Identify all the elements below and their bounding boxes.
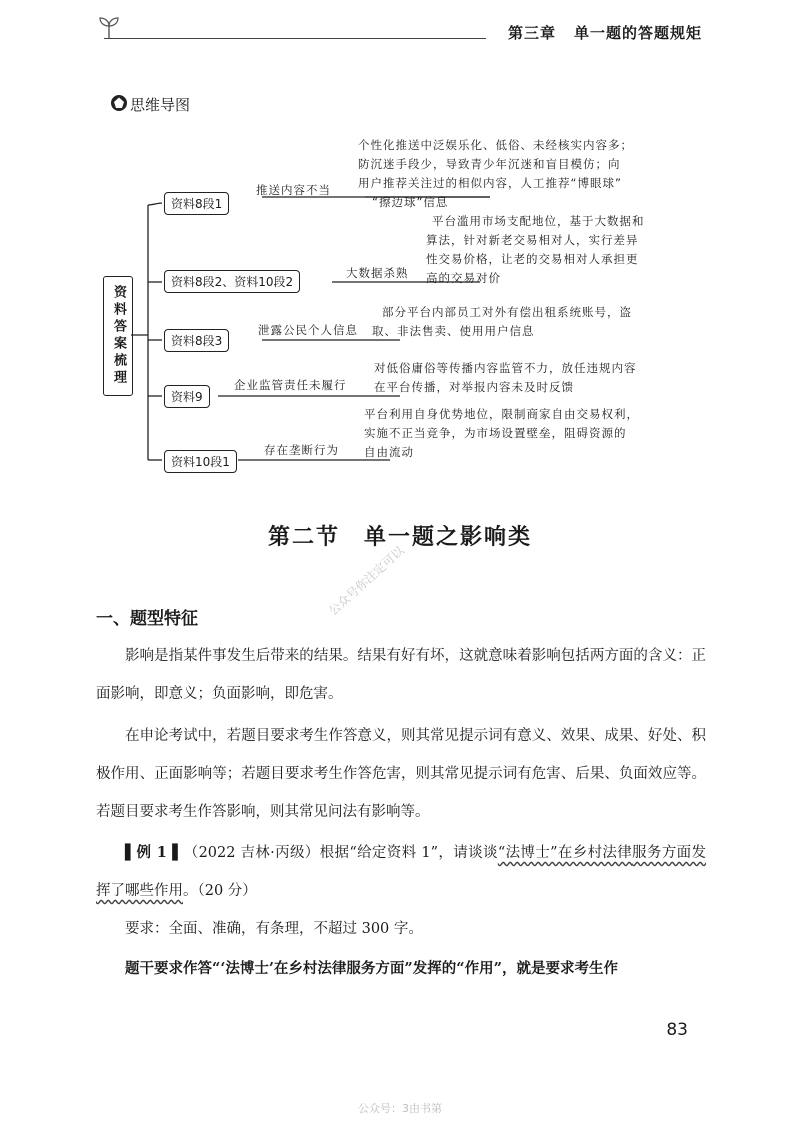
mindmap-label-5: 存在垄断行为	[264, 443, 339, 457]
watermark: 公众号你注定可以	[325, 543, 407, 619]
mindmap-box-1: 资料8段1	[164, 192, 229, 215]
example-paragraph	[96, 834, 706, 910]
example-quote: “法博士”在乡村法律	[497, 845, 633, 861]
detail-line: 实施不正当竞争，为市场设置壁垒，阻碍资源的	[364, 426, 627, 440]
paragraph-1: 影响是指某件事发生后带来的结果。结果有好有坏，这就意味着影响包括两方面的含义：正面影响，即意义；负面影响，即危害。	[96, 648, 706, 702]
example-tag-bracket: ▌	[166, 844, 184, 861]
paragraph-2: 在申论考试中，若题目要求考生作答意义，则其常见提示词有意义、效果、成果、好处、积极作用、正面影响等；若题目要求考生作答危害，则其常见提示词有危害、后果、负面效应等。若题目要求考生作答影响，则其常见问法有影响等。	[96, 728, 706, 820]
example-tail: 。（20 分）	[183, 883, 257, 899]
section-title: 第二节 单一题之影响类	[267, 525, 532, 550]
detail-line: 在平台传播，对举报内容未及时反馈	[374, 380, 574, 394]
mindmap-detail-4	[374, 359, 694, 397]
mindmap-detail-3	[372, 303, 692, 341]
paragraph-3: 题干要求作答“‘法博士’在乡村法律服务方面”发挥的“作用”，就是要求考生作	[125, 960, 618, 977]
detail-line: 平台利用自身优势地位，限制商家自由交易权利，	[364, 407, 639, 421]
mindmap-label-4: 企业监管责任未履行	[234, 378, 347, 392]
mindmap-root: 资料答案梳理	[103, 276, 133, 396]
page-number: 83	[666, 1020, 688, 1040]
section-label: 思维导图	[130, 96, 191, 114]
detail-line: 部分平台内部员工对外有偿出租系统账号，盗	[382, 305, 632, 319]
detail-line: 防沉迷手段少，导致青少年沉迷和盲目模仿；向	[358, 157, 621, 171]
detail-line: 对低俗庸俗等传播内容监管不力，放任违规内容	[374, 361, 637, 375]
mindmap-detail-5	[364, 405, 694, 462]
mindmap-detail-1	[358, 136, 708, 212]
mindmap-label-2: 大数据杀熟	[346, 266, 409, 280]
mindmap-label-1: 推送内容不当	[256, 183, 331, 197]
detail-line: 算法，针对新老交易相对人，实行差异	[426, 233, 639, 247]
mindmap-detail-2	[426, 212, 706, 288]
detail-line: 平台滥用市场支配地位，基于大数据和	[432, 214, 645, 228]
subsection-heading: 一、题型特征	[96, 609, 198, 629]
detail-line: 取、非法售卖、使用用户信息	[372, 324, 535, 338]
detail-line: 自由流动	[364, 445, 414, 459]
mindmap-box-2: 资料8段2、资料10段2	[164, 270, 300, 293]
chapter-title: 单一题的答题规矩	[573, 24, 702, 42]
chapter-number: 第三章	[507, 24, 556, 42]
example-tag: 例 1	[136, 844, 167, 861]
example-source: （2022 吉林·丙级）根据“给定资料 1”，请谈谈	[183, 845, 498, 861]
mindmap-box-4: 资料9	[164, 385, 210, 408]
example-underlined: 服务方面发挥了哪些作用	[96, 845, 707, 899]
detail-line: 用户推荐关注过的相似内容，人工推荐“博眼球”	[358, 176, 622, 190]
detail-line: “擦边球”信息	[372, 195, 449, 209]
detail-line: 个性化推送中泛娱乐化、低俗、未经核实内容多；	[358, 138, 633, 152]
mindmap-box-3: 资料8段3	[164, 329, 229, 352]
detail-line: 高的交易对价	[426, 271, 501, 285]
mindmap-label-3: 泄露公民个人信息	[258, 323, 358, 337]
footer-watermark: 公众号：3由书第	[358, 1102, 442, 1115]
mindmap-box-5: 资料10段1	[164, 450, 237, 473]
example-tag-bracket: ▌	[125, 844, 137, 861]
detail-line: 性交易价格，让老的交易相对人承担更	[426, 252, 639, 266]
requirement: 要求：全面、准确，有条理，不超过 300 字。	[125, 921, 423, 937]
